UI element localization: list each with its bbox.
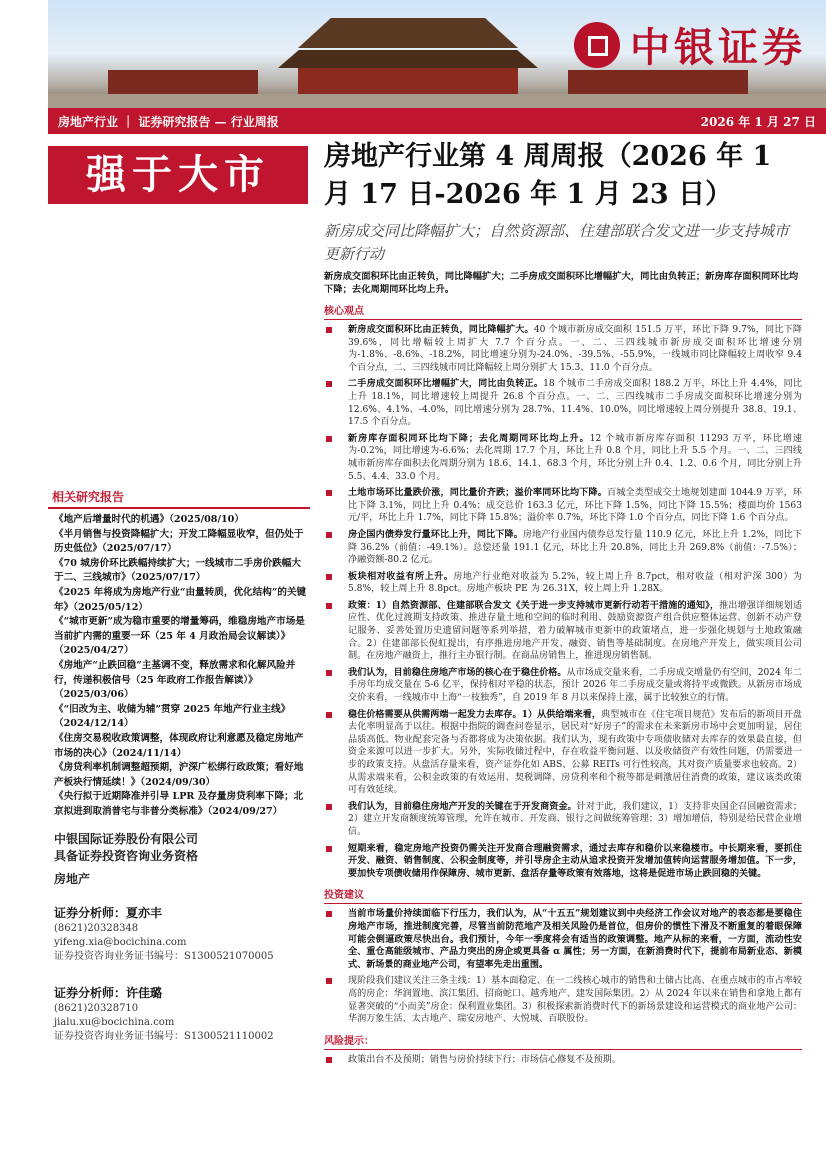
bullet-point — [324, 667, 802, 705]
point-body: 12 个城市新房库存面积 11293 万平，环比增速为-0.2%，同比增速为-6.6%；去化周期 17.7 个月，环比上升 0.8 个月，同比上升 5.5 个月。一、二、三四线城市新房库存面积去化周期分别为 18.6、14.1、68.3 个月，环比分别上升 0.4、1.2、0.6 个月，同比分别上升 5.5、4.4、33.0 个月。 — [348, 433, 802, 482]
bullet-point — [324, 843, 802, 881]
palace-roof-lower — [278, 50, 538, 68]
bullet-point — [324, 908, 802, 971]
bullet-point — [324, 975, 802, 1025]
sector-label: 房地产 — [54, 872, 91, 887]
bullet-point — [324, 487, 802, 525]
lead-summary: 新房成交面积环比由正转负，同比降幅扩大；二手房成交面积环比增幅扩大，同比由负转正；新房库存面积同环比均下降；去化周期同环比均上升。 — [324, 271, 799, 295]
related-report-item[interactable]: 《央行拟于近期降准并引导 LPR 及存量房贷利率下降；北京拟进到取消普宅与非普分类标准》（2024/09/27） — [54, 791, 304, 817]
point-head: 二手房成交面积环比增幅扩大，同比由负转正。 — [348, 378, 544, 390]
bullet-point — [324, 1054, 802, 1067]
point-head: 当前市场量价持续面临下行压力，我们认为，从“十五五”规划建议到中央经济工作会议对地产的表态都是要稳住房地产市场，推进制度完善，尽管当前防范地产及相关风险仍是首位，但房价的惯性下滑及不断重复的着眼保障可能会倒逼政策尽快出台。我们预计，今年一季度将会有适当的政策调整。地产从标的来看，一方面，流动性安全、重仓高能级城市、产品力突出的房企或更具备 α 属性；另一方面，在新消费时代下，提前布局新业态、新模式、新场景的商业地产公司，有望率先走出重围。 — [348, 908, 802, 970]
core-section-title: 核心观点 — [324, 300, 802, 320]
org-info — [48, 831, 310, 888]
related-report-item[interactable]: 《2025 年将成为房地产行业“由量转质，优化结构”的关键年》（2025/05/12） — [54, 586, 307, 613]
analyst-card — [48, 984, 310, 1044]
report-date: 2026 年 1 月 27 日 — [700, 114, 816, 129]
related-report-item[interactable]: 《房贷利率机制调整超预期，沪深广松绑行政政策；看好地产板块行情延续！》（2024/09/30） — [54, 762, 304, 788]
bullet-point — [324, 600, 802, 663]
palace-roof — [298, 18, 518, 48]
info-bar — [48, 108, 826, 134]
bullet-point — [324, 433, 802, 483]
analyst-name: 证券分析师：夏亦丰 — [54, 906, 163, 921]
related-report-item[interactable]: 《房地产“止跌回稳”主基调不变，释放需求和化解风险并行，传递积极信号（25 年政府工作报告解读）》（2025/03/06） — [54, 659, 296, 701]
bullet-point — [324, 378, 802, 428]
analyst-cert: 证券投资咨询业务证书编号：S1300521110002 — [54, 1031, 274, 1043]
related-report-item[interactable]: 《住房交易税收政策调整，体现政府让利意愿及稳定房地产市场的决心》（2024/11/14） — [54, 732, 304, 759]
analyst-card — [48, 904, 310, 964]
risk-points-list — [324, 1054, 802, 1067]
point-head: 房企国内债券发行量环比上升，同比下降。 — [348, 528, 523, 540]
point-body: 百城全类型成交土地规划建面 1044.9 万平，环比下降 3.1%，同比上升 0.4%；成交总价 163.3 亿元，环比下降 1.5%，同比下降 15.5%；楼面均价 1563 元/平，环比上升 1.7%，同比下降 15.8%；溢价率 0.7%，环比下降 1.0 个百分点，同比下降 1.6 个百分点。 — [348, 488, 802, 524]
related-reports-list — [48, 513, 310, 819]
point-head: 稳住价格需要从供需两端一起发力去库存。1）从供给端来看， — [348, 708, 602, 720]
point-body: 政策出台不及预期；销售与房价持续下行；市场信心修复不及预期。 — [348, 1054, 621, 1065]
analyst-phone: (8621)20328348 — [54, 923, 139, 935]
palace-wing-left — [108, 70, 258, 94]
analyst-phone: (8621)20328710 — [54, 1003, 139, 1015]
org-name: 中银国际证券股份有限公司 — [54, 832, 199, 847]
point-head: 土地市场环比量跌价涨，同比量价齐跌；溢价率同环比均下降。 — [348, 487, 607, 499]
related-report-item[interactable]: 《半月销售与投资降幅扩大；开发工降幅显收窄，但仍处于历史低位》（2025/07/17） — [54, 528, 304, 555]
point-head: 新房库存面积同环比均下降；去化周期同环比均上升。 — [348, 432, 590, 444]
point-head: 新房成交面积环比由正转负，同比降幅扩大。 — [348, 324, 534, 335]
point-head: 我们认为，目前稳住房地产市场的核心在于稳住价格。 — [348, 666, 567, 678]
brand-logo — [574, 16, 806, 73]
point-body: 房地产行业绝对收益为 5.2%，较上周上升 8.7pct，相对收益（相对沪深 300）为 5.8%，较上周上升 8.8pct。房地产板块 PE 为 26.31X，较上周上升 1.28X。 — [348, 571, 802, 595]
analyst-cert: 证券投资咨询业务证书编号：S1300521070005 — [54, 951, 274, 963]
palace-hall — [298, 68, 518, 94]
point-body: 房地产行业国内债券总发行量 110.9 亿元，环比上升 1.2%，同比下降 36.2%（前值：-49.1%）。总偿还量 191.1 亿元，环比上升 20.8%，同比上升 269.8%（前值：-7.5%）；净融资额-80.2 亿元。 — [348, 529, 802, 566]
analyst-name: 证券分析师：许佳璐 — [54, 986, 163, 1001]
point-head: 政策：1）自然资源部、住建部联合发文《关于进一步支持城市更新行动若干措施的通知》， — [348, 599, 720, 611]
report-subtitle: 新房成交同比降幅扩大；自然资源部、住建部联合发文进一步支持城市更新行动 — [324, 222, 790, 263]
bank-logo-icon — [574, 22, 620, 68]
palace-ground — [48, 94, 826, 108]
core-points-list — [324, 324, 802, 880]
related-reports-title: 相关研究报告 — [48, 486, 310, 509]
analyst-email[interactable]: jialu.xu@bocichina.com — [54, 1017, 175, 1029]
rating-badge: 强于大市 — [48, 146, 308, 204]
point-head: 短期来看，稳定房地产投资仍需关注开发商合理融资需求，通过去库存和稳价以来稳楼市。中长期来看，要抓住开发、融资、销售制度、公积金制度等，并引导房企主动从追求投资开发增加值转向运营服务增加值。下一步，要加快专项债收储用作保障房、城市更新、盘活存量等政策有效落地，这将是促进市场止跌回稳的关键。 — [348, 842, 802, 879]
related-report-item[interactable]: 《地产后增量时代的机遇》（2025/08/10） — [54, 514, 244, 525]
point-body: 18 个城市二手房成交面积 188.2 万平，环比上升 4.4%，同比上升 18.1%，同比增速较上周提升 26.8 个百分点。一、二、三四线城市二手房成交面积环比增速分别为 12.6%、4.1%、-4.0%，同比增速分别为 28.7%、11.4%、10.0%，同比增速较上周分别提升 38.8、19.1、17.5 个百分点。 — [348, 379, 802, 428]
related-report-item[interactable]: 《“城市更新”成为稳市重要的增量筹码，维稳房地产市场是当前扩内需的重要一环（25 年 4 月政治局会议解读）》（2025/04/27） — [54, 616, 305, 657]
point-head: 我们认为，目前稳住房地产开发的关键在于开发商资金。 — [348, 800, 577, 812]
point-body: 针对于此，我们建议，1）支持非央国企召回融资需求；2）建立开发商额度统筹管理，允许在城市、开发商、银行之间做统筹管理；3）增加增信，特别是给民营企业增信。 — [348, 801, 802, 837]
left-column — [48, 486, 310, 1044]
org-qualification: 具备证券投资咨询业务资格 — [54, 849, 199, 864]
point-body: 推出增强详细规划适应性、优化过渡期支持政策、推进存量土地和空间的临时利用、鼓励资源资产组合供应整体运营、创新不动产登记服务、妥善处置历史遗留问题等系列举措，着力破解城市更新中的政策堵点，进一步强化规划与土地政策融合。2）住建部部长倪虹提出，有序推进房地产开发、融资、销售等基础制度。在房地产开发上，做实项目公司制。在房地产融资上，推行主办银行制。在商品房销售上，推进现房销售制。 — [348, 600, 802, 662]
report-category: 房地产行业 ｜ 证券研究报告 — 行业周报 — [58, 114, 279, 129]
palace-wing-right — [568, 70, 748, 94]
bullet-point — [324, 709, 802, 797]
risk-section-title: 风险提示： — [324, 1030, 802, 1050]
bullet-point — [324, 529, 802, 567]
analyst-email[interactable]: yifeng.xia@bocichina.com — [54, 937, 187, 949]
point-body: 典型城市在《住宅项目规范》发布后的新项目开盘去化率明显高于以往。根据中指院的调查问卷显示，居民对“好房子”的需求在未来新房市场中会更加明显，居住品质高低、物业配套完备与否都将成为决策依据。我们认为，现有政策中专项债收储对去库存的效果最直接，但资金来源可以进一步扩大。另外，实际收储过程中，存在收益平衡问题、以及收储资产有效性问题，仍需要进一步的政策支持。从盘活存量来看，资产证券化如 ABS、公募 REITs 可行性较高，其对资产质量要求也较高。2）从需求端来看，公积金政策的有效运用、契税调降、房贷利率和个税等都是刺激居住消费的政策，建议该类政策可有效延续。 — [348, 709, 802, 796]
invest-section-title: 投资建议 — [324, 884, 802, 904]
point-body: 从市场成交量来看，二手房成交增量仍有空间，2024 年二手房年均成交量在 5-6 亿平，保持相对平稳的状态，预计 2026 年二手房成交量或将持平或微跌。从新房市场成交价来看，一线城市中上海“一枝独秀”，自 2019 年 8 月以来保持上涨，属于比较独立的行情。 — [348, 667, 802, 704]
related-report-item[interactable]: 《“旧改为主、收储为辅”贯穿 2025 年地产行业主线》（2024/12/14） — [54, 703, 291, 730]
related-report-item[interactable]: 《70 城房价环比跌幅持续扩大；一线城市二手房价跌幅大于二、三线城市》（2025/07/17） — [54, 557, 301, 584]
point-body: 40 个城市新房成交面积 151.5 万平，环比下降 9.7%，同比下降 39.6%，同比增幅较上周扩大 7.7 个百分点。一、二、三四线城市新房成交面积环比增速分别为-1.8%、-8.6%、-18.2%，同比增速分别为-24.0%、-39.5%、-55.9%，一线城市同比降幅较上周收窄 9.4 个百分点，二、三四线城市同比降幅较上周分别扩大 15.3、11.0 个百分点。 — [348, 325, 802, 373]
header-banner — [48, 0, 826, 108]
point-body: 现阶段我们建议关注三条主线：1）基本面稳定、在一二线核心城市的销售和土储占比高、在重点城市的市占率较高的房企：华润置地、滨江集团、招商蛇口、越秀地产、建发国际集团。2）从 2024 年以来在销售和拿地上都有显著突破的“小而美”房企：保利置业集团。3）积极探索新消费时代下的新场景建设和运营模式的商业地产公司：华润万象生活、太古地产、瑞安房地产、大悦城、百联股份。 — [348, 976, 802, 1025]
report-title: 房地产行业第 4 周周报（2026 年 1 月 17 日-2026 年 1 月 23 日） — [324, 141, 772, 210]
bullet-point — [324, 571, 802, 596]
brand-name: 中银证券 — [630, 25, 806, 71]
bullet-point — [324, 801, 802, 839]
bullet-point — [324, 324, 802, 374]
point-head: 板块相对收益有所上升。 — [348, 570, 454, 582]
main-column — [324, 138, 802, 1070]
invest-points-list — [324, 908, 802, 1025]
